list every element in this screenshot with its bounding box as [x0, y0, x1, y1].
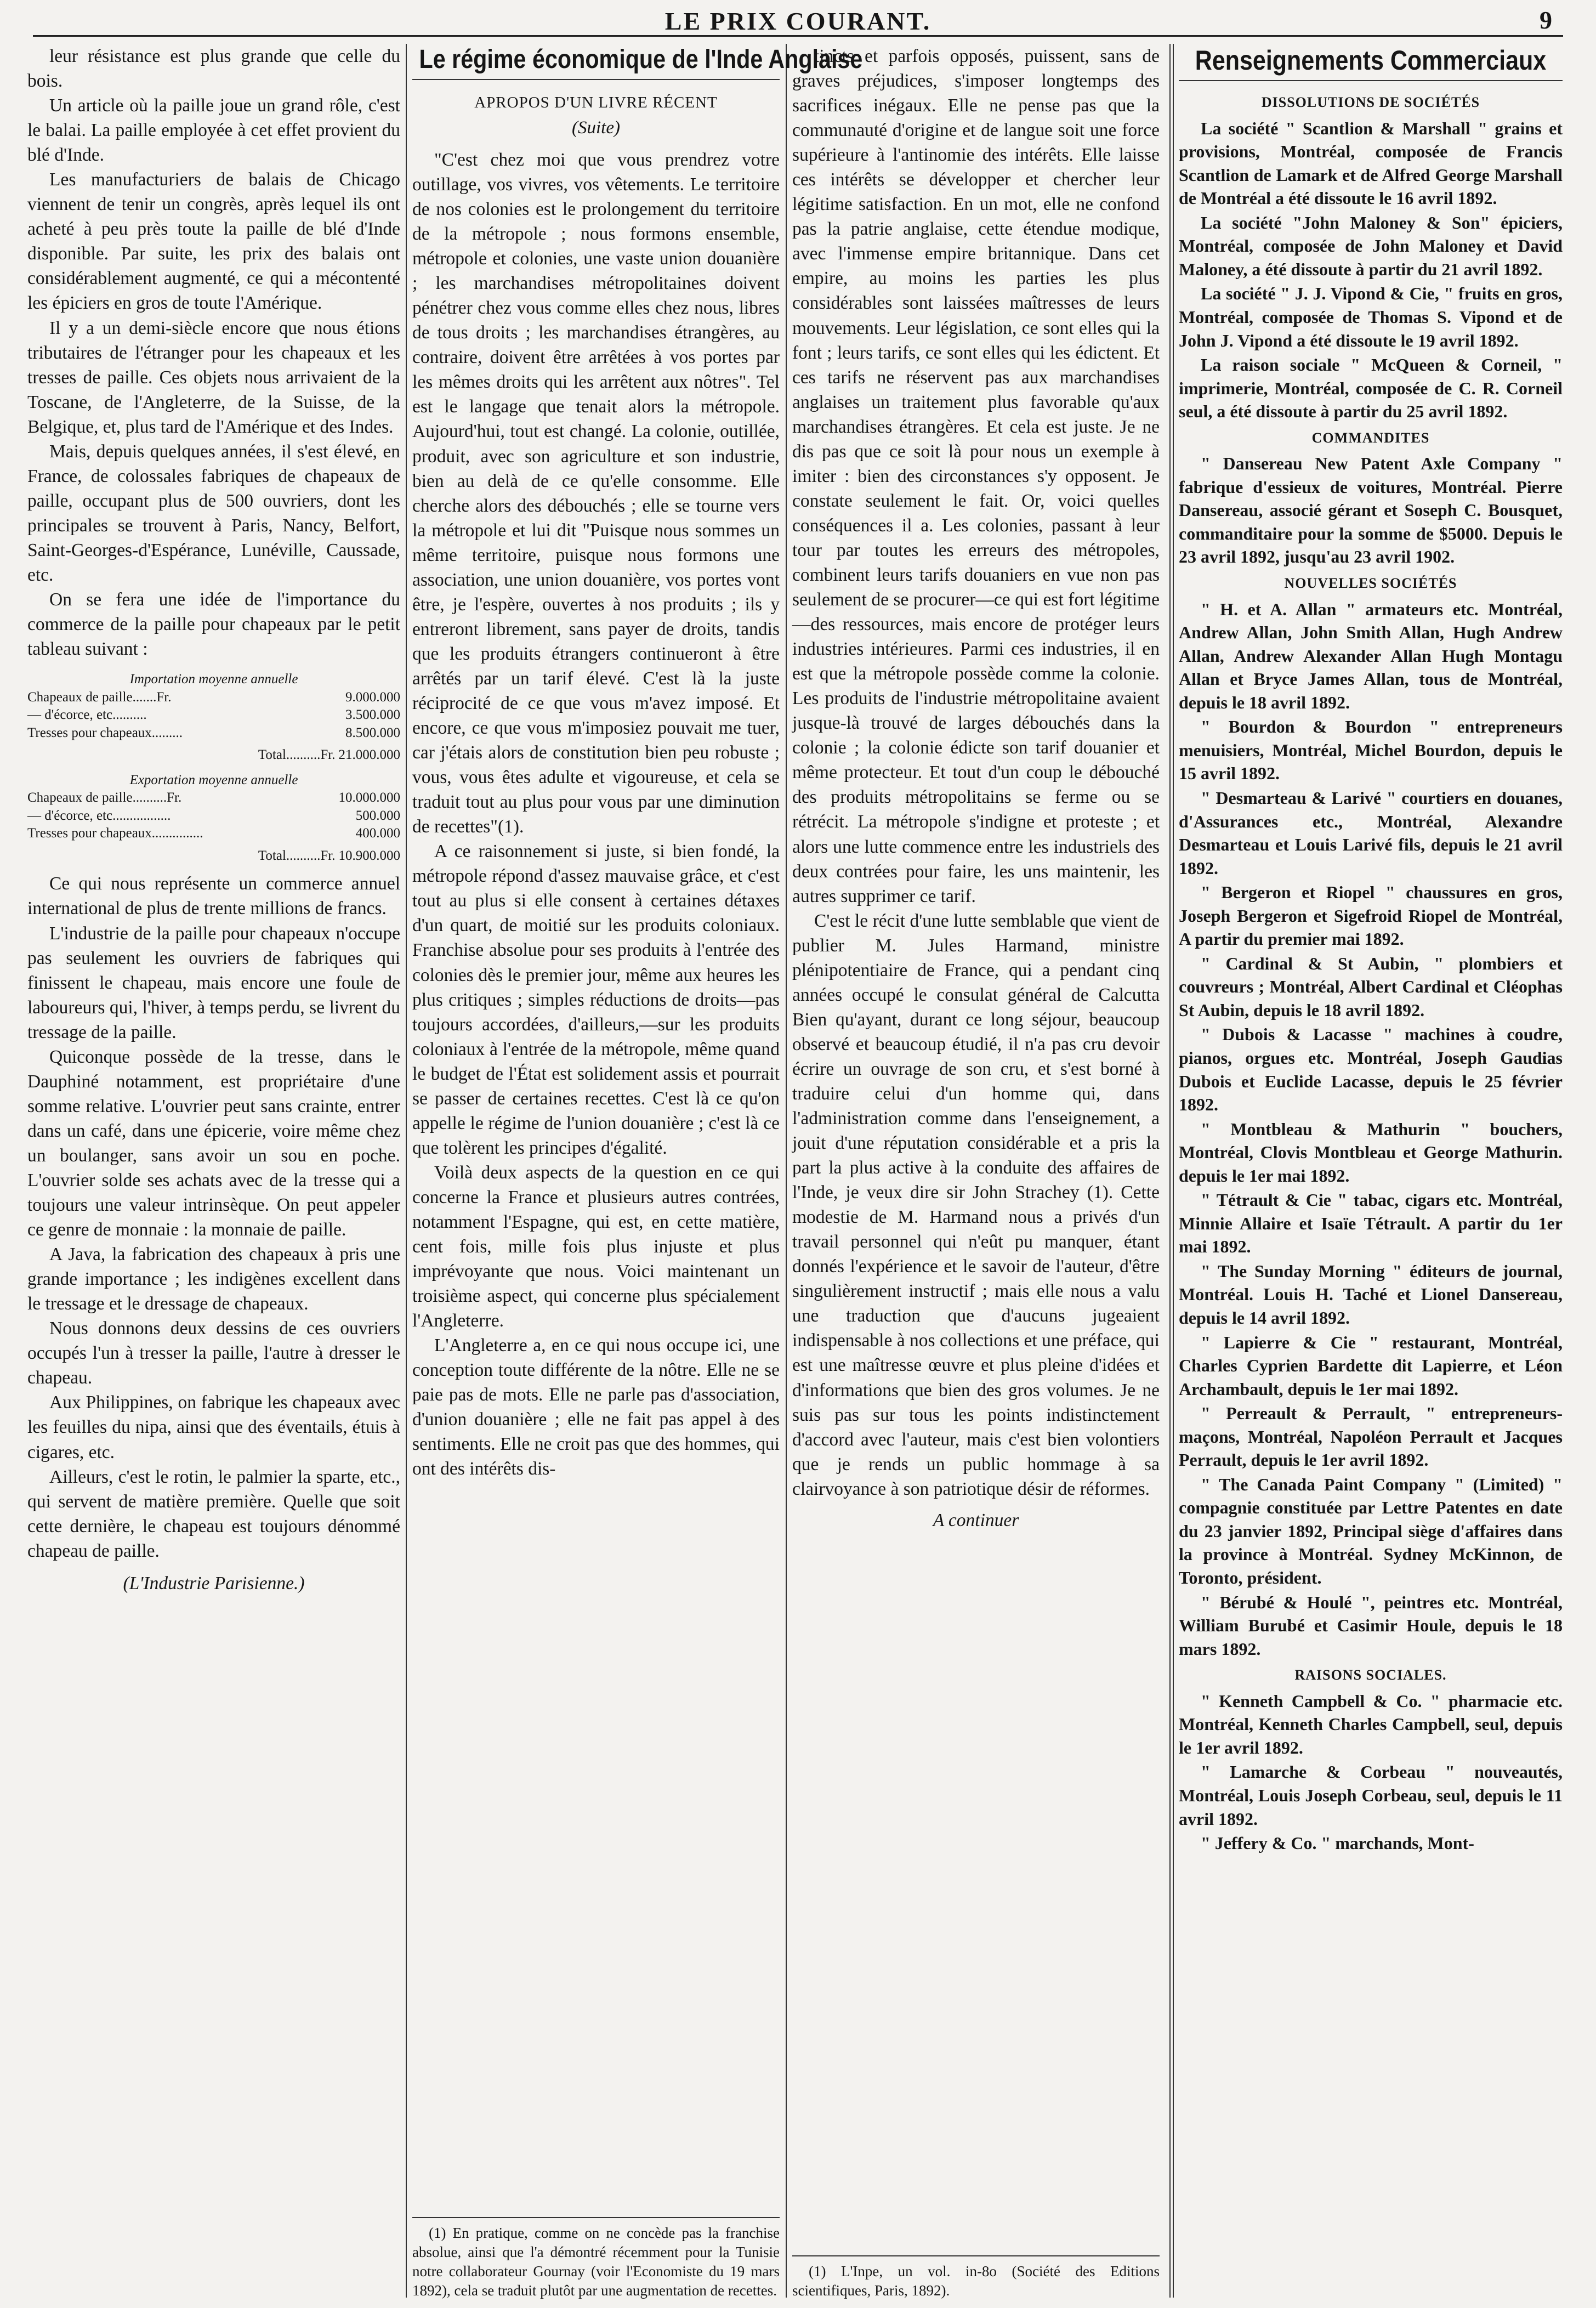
table-row [27, 724, 400, 742]
subsection-title: COMMANDITES [1311, 429, 1430, 446]
table-row [27, 825, 400, 843]
table-row [27, 807, 400, 825]
import-total-row [27, 746, 400, 764]
row-value: 500.000 [355, 808, 400, 823]
notice-entry: " Bergeron et Riopel " chaussures en gros, Joseph Bergeron et Sigefroid Riopel de Montréal, A partir du premier mai 1892. [1179, 882, 1563, 949]
row-label: Chapeaux de paille.......Fr. [27, 689, 172, 705]
straw-article-part-b [27, 871, 400, 1563]
notice-entry: " Perreault & Perrault, " entrepreneurs-maçons, Montréal, Napoléon Perrault et Jacques Perrault, depuis le 1er avril 1892. [1179, 1403, 1563, 1470]
article-continuation-note: (Suite) [572, 117, 620, 138]
paragraph: L'industrie de la paille pour chapeaux n'occupe pas seulement les ouvriers de fabriques qui finissent le chapeau, mais encore une foule de laboureurs qui, l'hiver, à temps perdu, se livrent du tressage de la paille. [27, 923, 400, 1042]
row-value: 3.500.000 [345, 707, 400, 723]
paragraph: Ce qui nous représente un commerce annuel international de plus de trente millions de francs. [27, 874, 400, 919]
paragraph: Un article où la paille joue un grand rôle, c'est le balai. La paille employée à cet effet provient du blé d'Inde. [27, 95, 400, 166]
export-rows [27, 789, 400, 843]
column-economic-regime-continued [792, 44, 1160, 2300]
paragraph: leur résistance est plus grande que celle du bois. [27, 46, 400, 92]
paragraph: Nous donnons deux dessins de ces ouvriers occupés l'un à tresser la paille, l'autre à dresser le chapeau. [27, 1318, 400, 1388]
notice-entry: " Bérubé & Houlé ", peintres etc. Montréal, William Burubé et Casimir Houle, depuis le 18 mars 1892. [1179, 1592, 1563, 1659]
paragraph: L'Angleterre a, en ce qui nous occupe ici, une conception toute différente de la nôtre. Elle ne se paie pas de mots. Elle ne parle pas d'association, d'union douanière ; elle ne fait pas appel à des sentiments. Elle ne croit pas que des hommes, qui ont des intérêts dis- [412, 1335, 780, 1479]
row-label: — d'écorce, etc................. [27, 808, 171, 823]
paragraph: tincts et parfois opposés, puissent, sans de graves préjudices, s'imposer longtemps des sacrifices inégaux. Elle ne pense pas que la communauté d'origine et de langue soit une force supérieure à l'antinomie des intérêts. Elle laisse ces intérêts se développer et chercher leur légitime satisfaction. En un mot, elle ne confond pas la patrie anglaise, cette étendue modique, avec l'immense empire britannique. Dans cet empire, au moins les parties les plus considérables sont laissées maîtresses de leurs mouvements. Leur législation, ce sont elles qui la font ; leurs tarifs, ce sont elles qui les édictent. Et ces tarifs ne réservent pas aux marchandises anglaises un traitement plus favorable qu'aux marchandises étrangères. Et cela est juste. Je ne dis pas que ce soit là pour nous un exemple à imiter : bien des circonstances s'y opposent. Je constate seulement le fait. Or, voici quelles conséquences il a. Les colonies, passant à leur tour par toutes les erreurs des métropoles, combinent leurs tarifs douaniers en vue non pas seulement de se procurer—ce qui est fort légitime—des ressources, mais encore de protéger leurs industries intérieures. Parmi ces industries, il en est que la métropole possède comme la colonie. Les produits de l'industrie métropolitaine avaient jusque-là trouvé de larges débouchés dans la colonie ; la colonie édicte son tarif douanier et même protecteur. Et tout d'un coup le débouché des produits métropolitains se ferme ou se rétrécit. La métropole s'indigne et proteste ; et alors une lutte commence entre les industriels des deux contrées pour faire, les uns maintenir, les autres supprimer ce tarif. [792, 46, 1160, 906]
footnote [792, 2255, 1160, 2300]
row-value: 8.500.000 [345, 725, 400, 740]
notice-entry: " Kenneth Campbell & Co. " pharmacie etc. Montréal, Kenneth Charles Campbell, seul, depuis le 1er avril 1892. [1179, 1691, 1563, 1757]
total-value: 10.900.000 [338, 848, 400, 863]
paragraph: Aux Philippines, on fabrique les chapeaux avec les feuilles du nipa, ainsi que des éventails, étuis à cigares, etc. [27, 1392, 400, 1462]
article-heading: Le régime économique de l'Inde Anglaise [419, 45, 863, 74]
notice-entry: " Lamarche & Corbeau " nouveautés, Montréal, Louis Joseph Corbeau, seul, depuis le 11 avril 1892. [1179, 1762, 1563, 1829]
row-value: 400.000 [355, 826, 400, 841]
paragraph: C'est le récit d'une lutte semblable que vient de publier M. Jules Harmand, ministre plénipotentiaire de France, qui a pendant cinq années occupé le consulat général de Calcutta Bien qu'ayant, durant ce long séjour, beaucoup observé et beaucoup étudié, il n'a pas cru devoir écrire un ouvrage de son cru, et s'est borné à traduire celui d'un homme qui, dans l'administration comme dans l'enseignement, a jouit d'une réputation considérable et a pris la part la plus active à la conduite des affaires de l'Inde, je veux dire sir John Strachey (1). Cette modestie de M. Harmand nous a privés d'un travail personnel qui n'eût pu manquer, étant donnés l'expérience et le savoir de l'auteur, d'être singulièrement instructif ; mais elle nous a valu une traduction que d'aucuns jugeaient indispensable à nos collections et une préface, qui est une maîtresse œuvre et plus pleine d'idées et d'informations que bien des gros volumes. Je ne suis pas sur tous les points indistinctement d'accord avec l'auteur, mais c'est bien volontiers que je rends un public hommage à sa clairvoyance à son patriotique désir de réformes. [792, 910, 1160, 1499]
footnote [412, 2217, 780, 2300]
continued-note: A continuer [933, 1510, 1019, 1530]
heading-rule [412, 79, 780, 80]
heading-rule [1179, 80, 1563, 81]
article-body [412, 148, 780, 1482]
notice-entry: " Cardinal & St Aubin, " plombiers et couvreurs ; Montréal, Albert Cardinal et Cléophas St Aubin, depuis le 18 avril 1892. [1179, 953, 1563, 1020]
notice-entry: " The Sunday Morning " éditeurs de journal, Montréal. Louis H. Taché et Lionel Dansereau, depuis le 14 avril 1892. [1179, 1261, 1563, 1328]
paragraph: A Java, la fabrication des chapeaux à pris une grande importance ; les indigènes excellent dans le tressage et le dressage de chapeaux. [27, 1244, 400, 1314]
paragraph: Les manufacturiers de balais de Chicago viennent de tenir un congrès, après lequel ils ont acheté à peu près toute la paille de blé d'Inde disponible. Par suite, les prix des balais ont considérablement augmenté, ce qui a mécontenté les épiciers en gros de toute l'Amérique. [27, 169, 400, 314]
notice-entry: La société " Scantlion & Marshall " grains et provisions, Montréal, composée de Francis Scantlion de Lamark et de Alfred George Marshall de Montréal a été dissoute le 16 avril 1892. [1179, 118, 1563, 208]
paragraph: "C'est chez moi que vous prendrez votre outillage, vos vivres, vos vêtements. Le territoire de nos colonies est le prolongement du territoire de la métropole ; nous formons ensemble, métropole et colonies, une vaste union douanière ; les marchandises métropolitaines doivent pénétrer chez vous comme elles chez nous, libres de tous droits ; les marchandises étrangères, au contraire, doivent être arrêtées à vos portes par les mêmes droits qui les arrêtent aux nôtres". Tel est le langage que tenait alors la métropole. Aujourd'hui, tout est changé. La colonie, outillée, produit, avec son agriculture et son industrie, bien au delà de ce qu'elle consomme. Elle cherche alors des débouchés ; elle se tourne vers la métropole et lui dit "Puisque nous sommes un même territoire, puisque nous formons une association, une union douanière, vos portes vont être, je l'espère, ouvertes à nos produits ; ils y entreront librement, sans payer de droits, tandis que les produits étrangers continueront à être arrêtés par un tarif élevé. C'est là la juste réciprocité de ce que vous m'avez imposé. Et encore, ce que vous m'imposiez pouvait me tuer, car j'étais alors de constitution bien peu robuste ; vous, vous êtes adulte et vigoureuse, et cela se traduit tout au plus pour vous par une diminution de recettes"(1). [412, 149, 780, 837]
notice-entry: " The Canada Paint Company " (Limited) " compagnie constituée par Lettre Patentes en date du 23 janvier 1892, Principal siège d'affaires dans la province à Montréal. Sydney McKinnon, de Toronto, président. [1179, 1474, 1563, 1587]
column-rule [406, 44, 407, 2298]
column-economic-regime [412, 44, 863, 2300]
paragraph: Mais, depuis quelques années, il s'est élevé, en France, de colossales fabriques de chapeaux de paille, occupant plus de 500 ouvriers, dont les principales se trouvent à Paris, Nancy, Belfort, Saint-Georges-d'Espérance, Lunéville, Caussade, etc. [27, 441, 400, 585]
notice-entry: " Bourdon & Bourdon " entrepreneurs menuisiers, Montréal, Michel Bourdon, depuis le 15 avril 1892. [1179, 717, 1563, 784]
footnote-text: (1) L'Inpe, un vol. in-8o (Société des Editions scientifiques, Paris, 1892). [792, 2262, 1160, 2299]
paragraph: Quiconque possède de la tresse, dans le Dauphiné notamment, est propriétaire d'une somme relative. L'ouvrier peut sans crainte, entrer dans un café, dans une épicerie, voire même chez un boulanger, sans avoir un sou en poche. L'ouvrier solde ses achats avec de la tresse qui a toujours une valeur intrinsèque. On peut appeler ce genre de monnaie : la monnaie de paille. [27, 1046, 400, 1240]
notice-entry: " Dubois & Lacasse " machines à coudre, pianos, orgues etc. Montréal, Joseph Gaudias Dubois et Euclide Lacasse, depuis le 25 février 1892. [1179, 1024, 1563, 1115]
total-label: Total..........Fr. [258, 747, 336, 763]
row-value: 10.000.000 [338, 790, 400, 806]
table-row [27, 706, 400, 724]
section-heading: Renseignements Commerciaux [1195, 45, 1547, 76]
total-value: 21.000.000 [338, 747, 400, 763]
notice-entry: " Lapierre & Cie " restaurant, Montréal, Charles Cyprien Bardette dit Lapierre, et Léon Archambault, depuis le 1er mai 1892. [1179, 1332, 1563, 1399]
paragraph: A ce raisonnement si juste, si bien fondé, la métropole répond d'assez mauvaise grâce, et c'est tout au plus si elle consent à certaines détaxes d'un quart, de moitié sur les produits coloniaux. Franchise absolue pour ses produits à l'entrée des colonies dès le premier jour, même aux heures les plus critiques ; simples réductions de droits—pas toujours accordées, d'ailleurs,—sur les produits coloniaux à l'entrée de la métropole, même quand le budget de l'État est solidement assis et pourrait se passer de certaines recettes. C'est là ce qu'on appelle le régime de l'union douanière ; c'est là ce que tolèrent les principes d'égalité. [412, 841, 780, 1158]
paragraph: On se fera une idée de l'importance du commerce de la paille pour chapeaux par le petit tableau suivant : [27, 589, 400, 660]
row-label: Tresses pour chapeaux......... [27, 725, 183, 740]
running-header [33, 4, 1563, 37]
column-rule [786, 44, 787, 2298]
notice-entry: " Tétrault & Cie " tabac, cigars etc. Montréal, Minnie Allaire et Isaïe Tétrault. A partir du 1er mai 1892. [1179, 1190, 1563, 1257]
table-row [27, 789, 400, 807]
import-rows [27, 689, 400, 742]
notice-entry: La société "John Maloney & Son" épiciers, Montréal, composée de John Maloney et David Maloney, a été dissoute à partir du 21 avril 1892. [1179, 212, 1563, 279]
article-body [792, 44, 1160, 1501]
notice-entry: " Montbleau & Mathurin " bouchers, Montréal, Clovis Montbleau et George Mathurin. depuis le 1er mai 1892. [1179, 1119, 1563, 1186]
row-label: — d'écorce, etc.......... [27, 707, 147, 723]
subsection-title: RAISONS SOCIALES. [1294, 1667, 1447, 1683]
subsection-title: DISSOLUTIONS DE SOCIÉTÉS [1261, 94, 1480, 110]
column-rule [1173, 44, 1174, 2298]
export-total-row [27, 847, 400, 865]
straw-article-part-a [27, 44, 400, 661]
column-straw-industry [27, 44, 400, 2300]
paragraph: Ailleurs, c'est le rotin, le palmier la sparte, etc., qui servent de matière première. Quelle que soit cette dernière, le chapeau est toujours dénommé chapeau de paille. [27, 1466, 400, 1561]
column-commercial-info [1179, 44, 1563, 2300]
newspaper-title: LE PRIX COURANT. [664, 7, 932, 35]
table-row [27, 689, 400, 707]
notice-entry: " H. et A. Allan " armateurs etc. Montréal, Andrew Allan, John Smith Allan, Hugh Andrew Allan, Andrew Alexander Allan Hugh Montagu Allan et Bryce James Allan, tous de Montréal, depuis le 18 avril 1892. [1179, 599, 1563, 712]
notice-entry: " Desmarteau & Larivé " courtiers en douanes, d'Assurances etc., Montréal, Alexandre Desmarteau et Louis Larivé fils, depuis le 21 avril 1892. [1179, 787, 1563, 878]
import-table-title: Importation moyenne annuelle [129, 672, 298, 687]
article-source: (L'Industrie Parisienne.) [123, 1573, 305, 1594]
row-label: Tresses pour chapeaux............... [27, 826, 203, 841]
commercial-sections [1179, 93, 1563, 1855]
paragraph: Il y a un demi-siècle encore que nous étions tributaires de l'étranger pour les chapeaux et les tresses de paille. Ces objets nous arrivaient de la Toscane, de l'Angleterre, de la Suisse, de la Belgique, et, plus tard de l'Amérique et des Indes. [27, 317, 400, 437]
notice-entry: La société " J. J. Vipond & Cie, " fruits en gros, Montréal, composée de Thomas S. Vipond et de John J. Vipond a été dissoute le 19 avril 1892. [1179, 283, 1563, 350]
total-label: Total..........Fr. [258, 848, 336, 863]
footnote-text: (1) En pratique, comme on ne concède pas la franchise absolue, ainsi que l'a démontré récemment pour la Tunisie notre collaborateur Gournay (voir l'Economiste du 19 mars 1892), cela se traduit plutôt par une augmentation de recettes. [412, 2224, 780, 2299]
subsection-title: NOUVELLES SOCIÉTÉS [1284, 575, 1457, 591]
paragraph: Voilà deux aspects de la question en ce qui concerne la France et plusieurs autres contrées, notamment l'Espagne, qui est, en cette matière, cent fois, mille fois plus injuste et plus imprévoyante que nous. Voici maintenant un troisième aspect, qui concerne plus spécialement l'Angleterre. [412, 1162, 780, 1331]
column-rule [1169, 44, 1171, 2298]
export-table-title: Exportation moyenne annuelle [129, 772, 298, 787]
page-number: 9 [1540, 6, 1552, 34]
article-subheading: APROPOS D'UN LIVRE RÉCENT [474, 93, 718, 111]
notice-entry: " Jeffery & Co. " marchands, Mont- [1201, 1833, 1474, 1853]
trade-table [27, 670, 400, 865]
row-value: 9.000.000 [345, 689, 400, 705]
notice-entry: " Dansereau New Patent Axle Company " fabrique d'essieux de voitures, Montréal. Pierre Dansereau, associé gérant et Soseph C. Bousquet, commanditaire pour la somme de $5000. Depuis le 23 avril 1892, jusqu'au 23 avril 1902. [1179, 453, 1563, 567]
row-label: Chapeaux de paille..........Fr. [27, 790, 182, 806]
notice-entry: La raison sociale " McQueen & Corneil, " imprimerie, Montréal, composée de C. R. Corneil seul, a été dissoute à partir du 25 avril 1892. [1179, 355, 1563, 422]
